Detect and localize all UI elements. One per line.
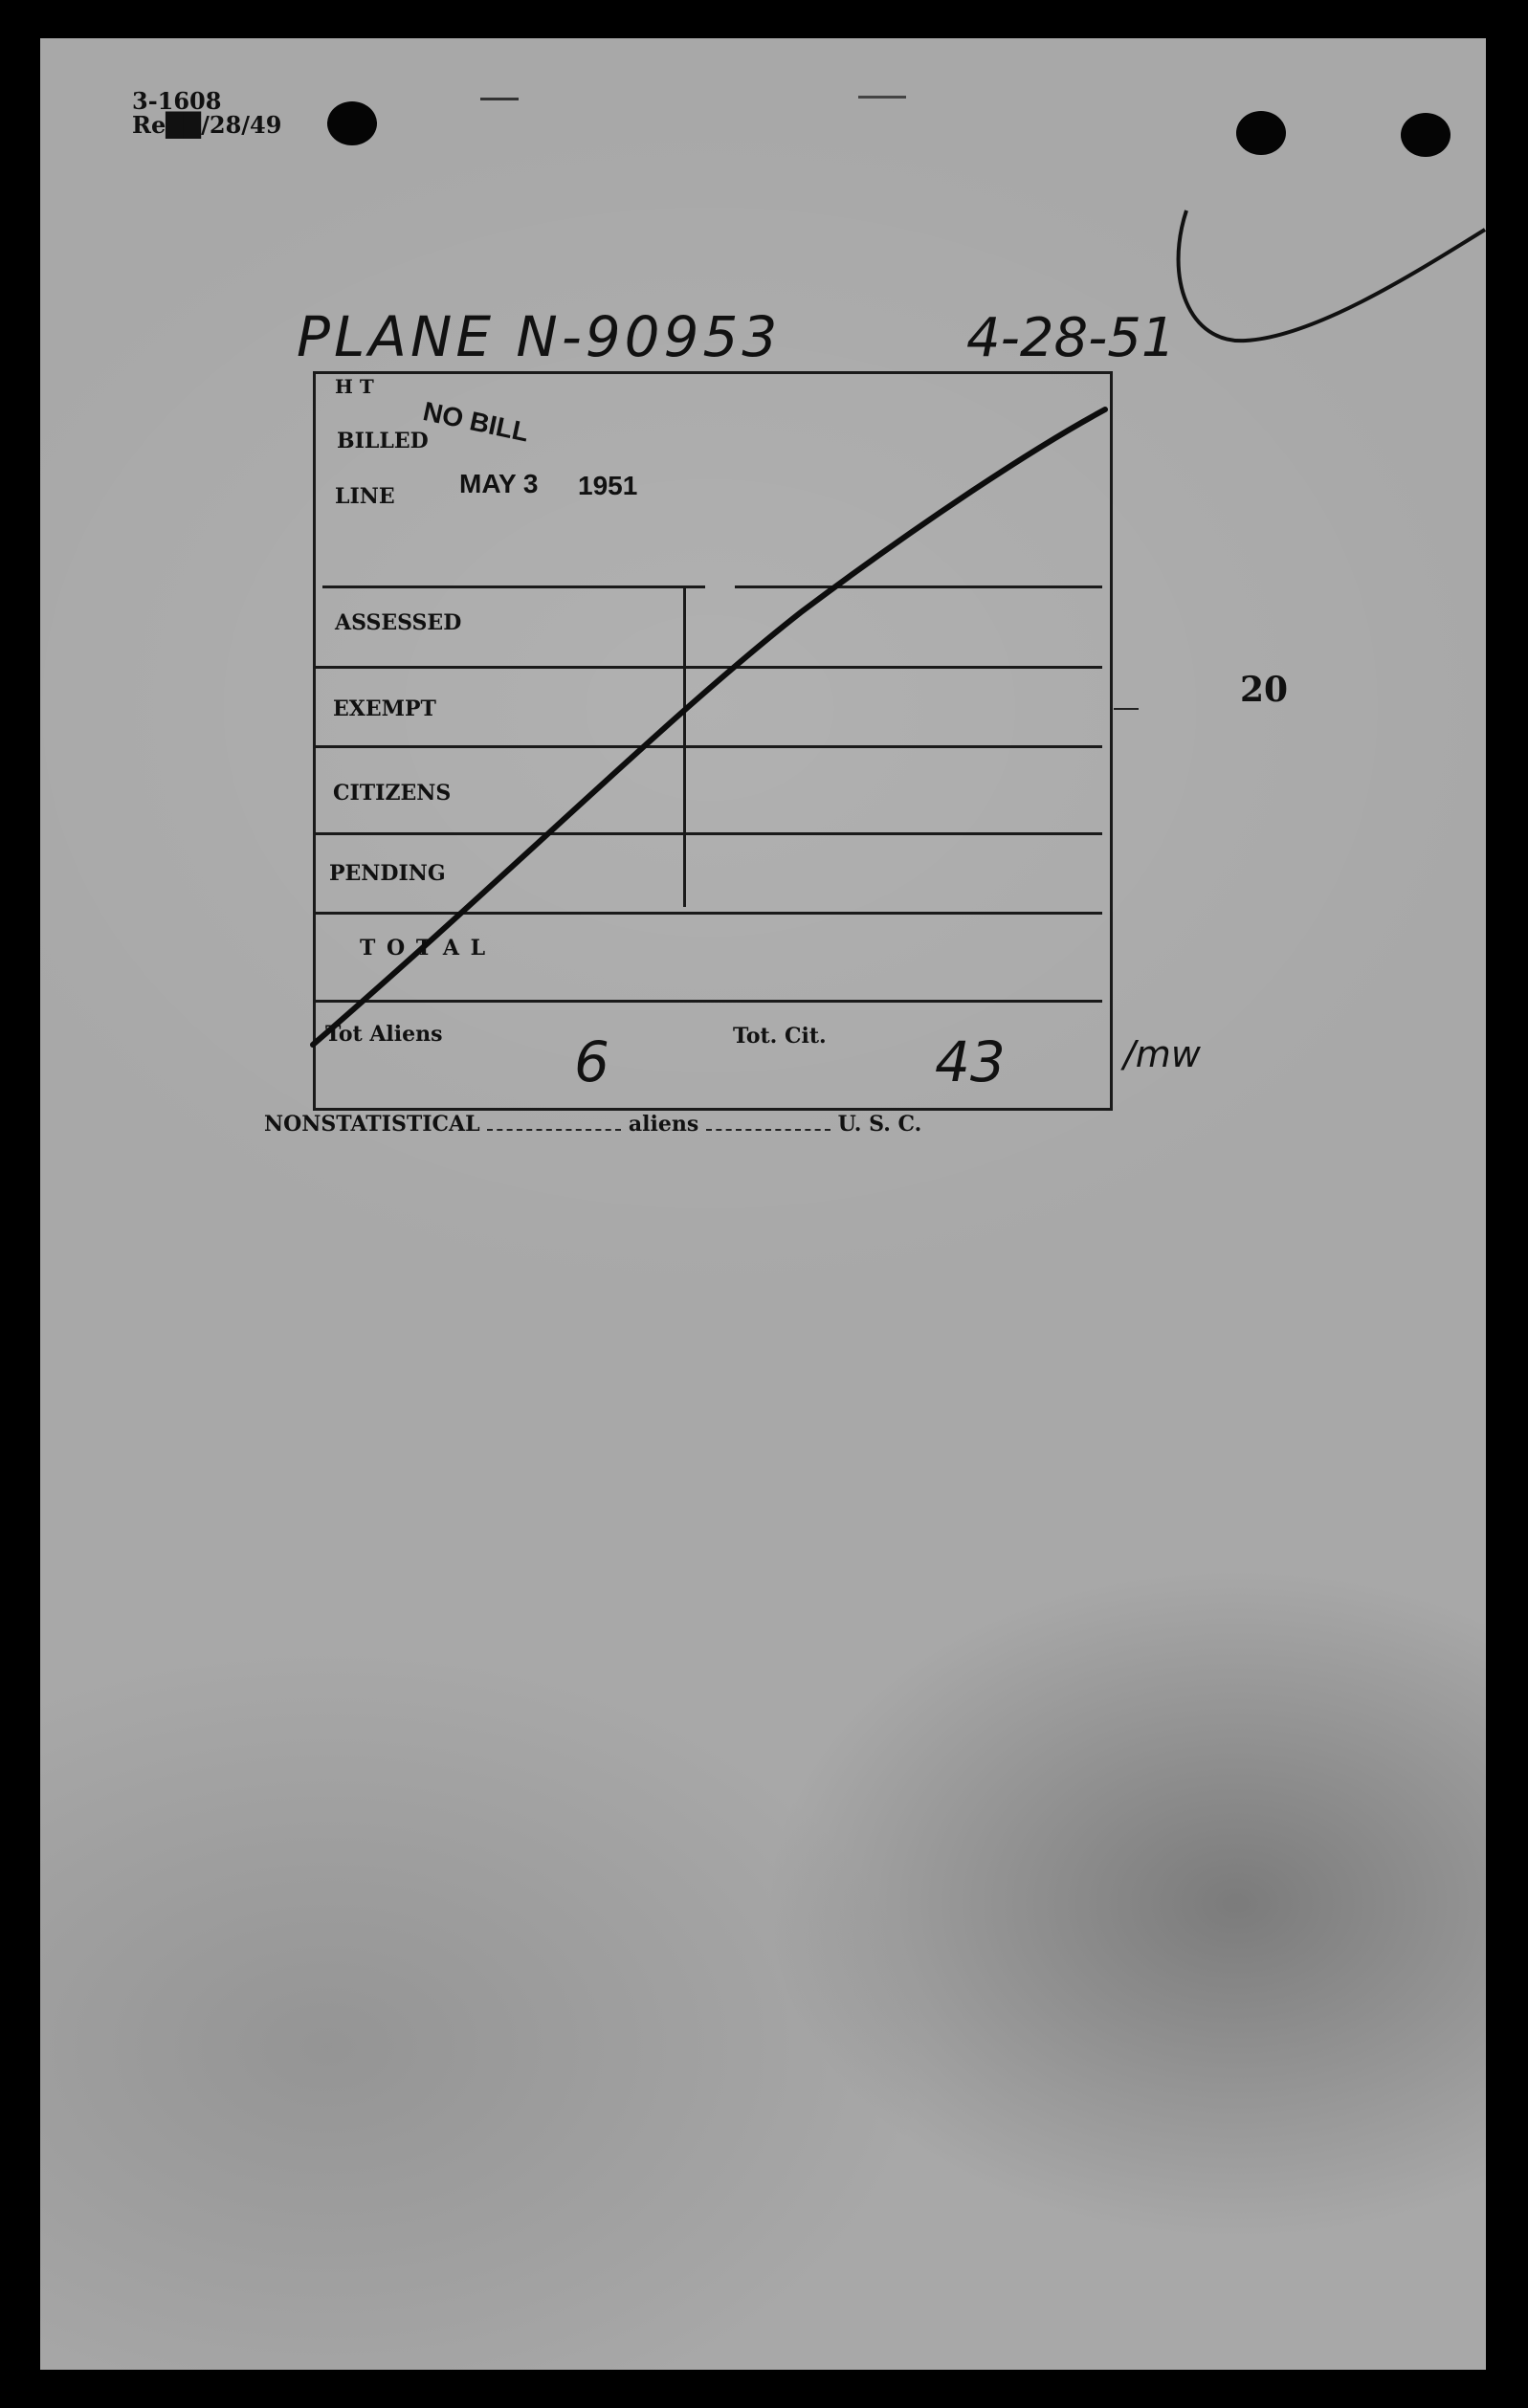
blank-aliens-count — [487, 1129, 621, 1131]
punch-hole — [327, 101, 377, 145]
no-bill-stamp: NO BILL — [420, 396, 532, 448]
ink-mark — [480, 98, 519, 100]
ink-mark — [858, 96, 906, 99]
label-aliens: aliens — [628, 1112, 699, 1137]
label-billed: BILLED — [337, 429, 429, 453]
label-line: LINE — [335, 484, 395, 509]
stamp-date-month-day: MAY 3 — [459, 469, 539, 498]
tot-aliens-value: 6 — [574, 1029, 609, 1094]
document-page — [40, 38, 1486, 2370]
label-tot-aliens: Tot Aliens — [325, 1022, 443, 1047]
label-tot-cit: Tot. Cit. — [733, 1024, 827, 1049]
stamp-date-year: 1951 — [578, 471, 638, 500]
label-citizens: CITIZENS — [333, 781, 452, 806]
form-revision: Re██/28/49 — [132, 111, 282, 139]
nonstatistical-line — [264, 1112, 921, 1137]
arrival-date: 4-28-51 — [966, 307, 1176, 369]
cancel-strike-line — [303, 373, 1126, 1062]
label-total: T O T A L — [360, 936, 488, 961]
label-nonstatistical: NONSTATISTICAL — [264, 1112, 480, 1137]
label-ht: H T — [335, 375, 374, 398]
box-border-bottom — [313, 1108, 1113, 1111]
plane-number: PLANE N-90953 — [297, 304, 782, 369]
label-assessed: ASSESSED — [335, 610, 462, 635]
punch-hole — [1236, 111, 1286, 155]
label-exempt: EXEMPT — [333, 696, 436, 721]
label-pending: PENDING — [329, 861, 446, 886]
punch-hole — [1401, 113, 1450, 157]
check-mark-icon — [1160, 153, 1504, 364]
ink-mark — [1114, 708, 1139, 710]
label-usc: U. S. C. — [837, 1112, 922, 1137]
form-number: 3-1608 — [132, 87, 222, 115]
blank-usc-count — [706, 1129, 830, 1131]
tot-cit-value: 43 — [935, 1029, 1006, 1094]
side-number: 20 — [1240, 670, 1289, 710]
initials: /mw — [1123, 1033, 1201, 1075]
